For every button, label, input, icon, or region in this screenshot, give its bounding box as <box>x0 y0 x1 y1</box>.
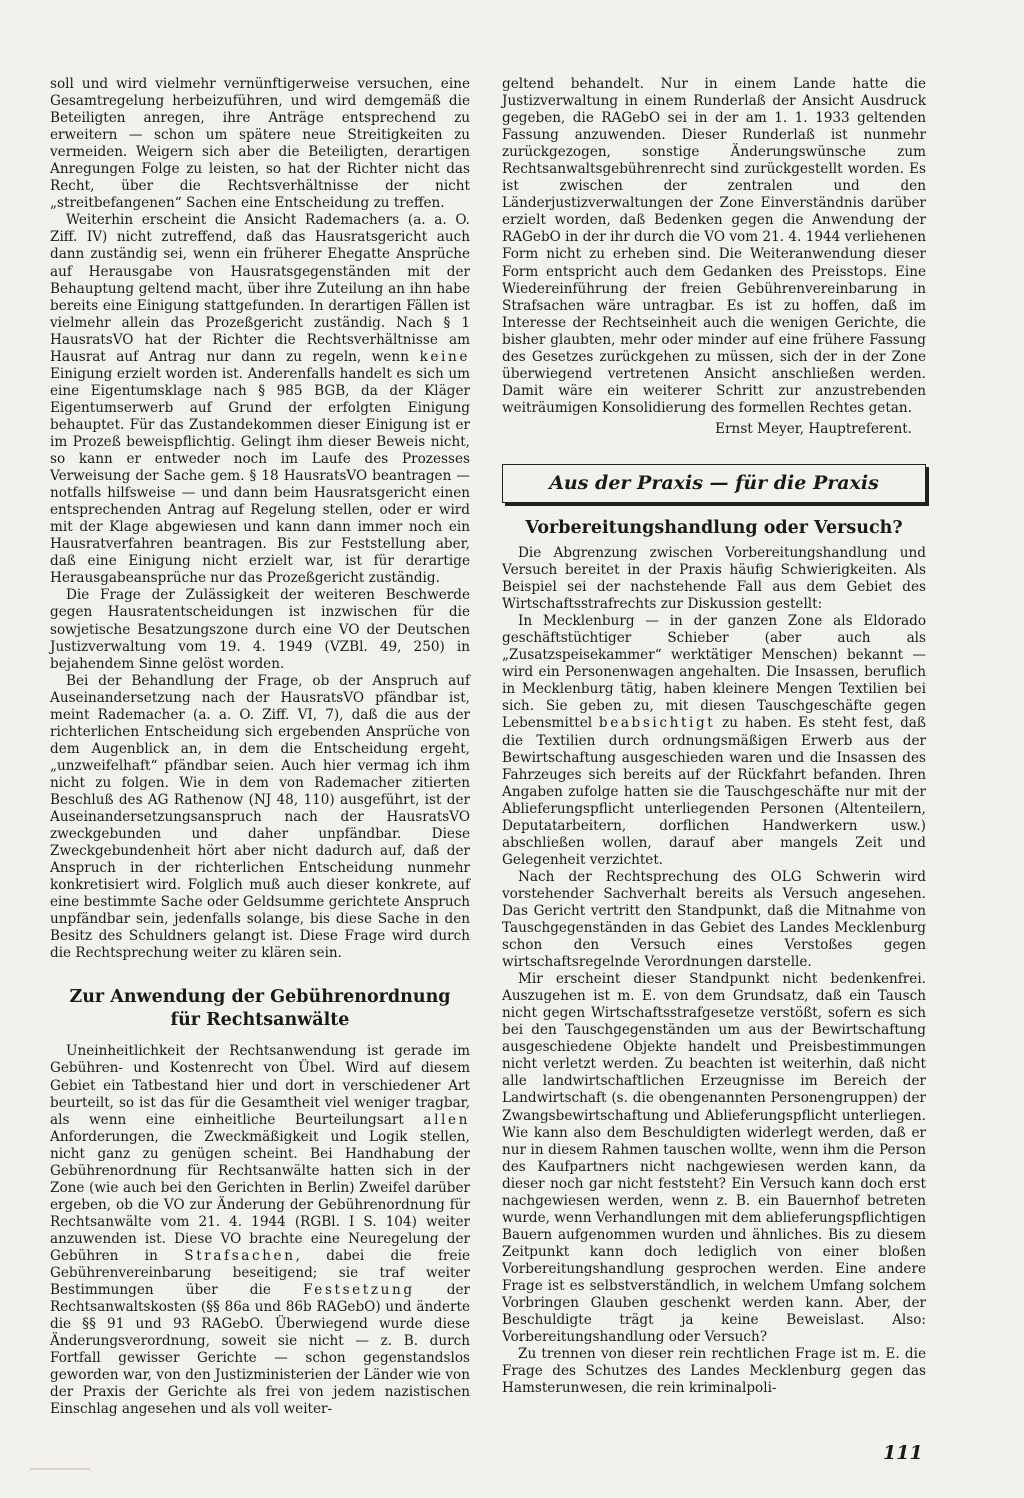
paragraph-hamsterunwesen: Zu trennen von dieser rein rechtlichen Frage ist m. E. die Frage des Schutzes des Landes Mecklenburg gegen das Hamsterunwesen, die rein kriminalpoli- <box>502 1346 926 1397</box>
section-heading-gebuehrenordnung: Zur Anwendung der Gebührenordnung für Rechtsanwälte <box>69 987 451 1031</box>
emphasis-allen: allen <box>423 1111 470 1128</box>
print-mark <box>30 1468 90 1470</box>
left-column <box>50 76 470 1418</box>
paragraph-gebuehrenrecht: Uneinheitlichkeit der Rechtsanwendung ist gerade im Gebühren- und Kostenrecht von Übel. Wird auf diesem Gebiet ein Tatbestand hier und dort in verschiedener Art beurteilt, so ist das für die Gesamtheit viel weniger tragbar, als wenn eine einheitliche Beurteilungsart allen Anforderungen, die Zweckmäßigkeit und Logik stellen, nicht ganz zu genügen scheint. Bei Handhabung der Gebührenordnung für Rechtsanwälte hatten sich in der Zone (wie auch bei den Gerichten in Berlin) Zweifel darüber ergeben, ob die VO zur Änderung der Gebührenordnung für Rechtsanwälte vom 21. 4. 1944 (RGBl. I S. 104) weiter anzuwenden ist. Diese VO brachte eine Neuregelung der Gebühren in Strafsachen, dabei die freie Gebührenvereinbarung beseitigend; sie traf weiter Bestimmungen über die Festsetzung der Rechtsanwaltskosten (§§ 86a und 86b RAGebO) und änderte die §§ 91 und 93 RAGebO. Überwiegend wurde diese Änderungsverordnung, soweit sie nicht — z. B. durch Fortfall gewisser Gerichte — schon gegenstandslos geworden war, von den Justizministerien der Länder wie von der Praxis der Gerichte als frei von jedem nazistischen Einschlag angesehen und als voll weiter- <box>50 1043 471 1418</box>
emphasis-beabsichtigt: beabsichtigt <box>598 715 716 732</box>
page-number: 111 <box>883 1442 923 1464</box>
right-column <box>502 76 926 1397</box>
paragraph-bedenken: Mir erscheint dieser Standpunkt nicht bedenkenfrei. Auszugehen ist m. E. von dem Grundsatz, daß ein Tausch nicht gegen Wirtschaftsstrafgesetze verstößt, sofern es sich bei den Tauschgegenständen um aus der Bewirtschaftung ausgeschiedene Objekte handelt und Preisbestimmungen nicht verletzt werden. Zu beachten ist weiterhin, daß nicht alle landwirtschaftlichen Erzeugnisse im Bereich der Landwirtschaft (s. die obengenannten Personengruppen) der Zwangsbewirtschaftung und Ablieferungspflicht unterliegen. Wie kann also dem Beschuldigten widerlegt werden, daß er nur in diesem Rahmen tauschen wollte, wenn ihm die Person des Kaufpartners nicht nachgewiesen werden kann, da dieser noch gar nicht feststeht? Ein Versuch kann doch erst nachgewiesen werden, wenn z. B. ein Bauernhof betreten wurde, wenn Verhandlungen mit dem ablieferungspflichtigen Bauern aufgenommen wurden und ähnliches. Bis zu diesem Zeitpunkt kann doch lediglich von einer bloßen Vorbereitungshandlung gesprochen werden. Eine andere Frage ist es selbstverständlich, in welchem Umfang solchem Vorbringen Glauben geschenkt werden kann. Aber, der Beschuldigte trägt ja keine Beweislast. Also: Vorbereitungshandlung oder Versuch? <box>502 971 926 1346</box>
paragraph-rademacher-zustaendigkeit: Weiterhin erscheint die Ansicht Rademachers (a. a. O. Ziff. IV) nicht zutreffend, daß das Hausratsgericht auch dann zuständig sei, wenn ein früherer Ehegatte Ansprüche auf Herausgabe von Hausratsgegenständen mit der Behauptung geltend macht, über ihre Zuteilung an ihn habe bereits eine Einigung stattgefunden. In derartigen Fällen ist vielmehr allein das Prozeßgericht zuständig. Nach § 1 HausratsVO hat der Richter die Rechtsverhältnisse am Hausrat auf Antrag nur dann zu regeln, wenn keine Einigung erzielt worden ist. Anderenfalls handelt es sich um eine Eigentumsklage nach § 985 BGB, da der Kläger Eigentumserwerb auf Grund der erfolgten Einigung behauptet. Für das Zustandekommen dieser Einigung ist er im Prozeß beweispflichtig. Gelingt ihm dieser Beweis nicht, so kann er entweder noch im Laufe des Prozesses Verweisung der Sache gem. § 18 HausratsVO beantragen — notfalls hilfsweise — und dann beim Hausratsgericht einen entsprechenden Antrag auf Regelung stellen, oder er wird mit der Klage abgewiesen und kann dann immer noch ein Hausratverfahren beantragen. Bis zur Feststellung aber, daß eine Einigung nicht erzielt war, ist für derartige Herausgabeansprüche nur das Prozeßgericht zuständig. <box>50 212 470 587</box>
paragraph-pfaendbarkeit: Bei der Behandlung der Frage, ob der Anspruch auf Auseinandersetzung nach der HausratsVO pfändbar ist, meint Rademacher (a. a. O. Ziff. VI, 7), daß die aus der richterlichen Entscheidung sich ergebenden Ansprüche von dem Augenblick an, in dem die Entscheidung ergeht, „unzweifelhaft“ pfändbar seien. Auch hier vermag ich ihm nicht zu folgen. Wie in dem von Rademacher zitierten Beschluß des AG Rathenow (NJ 48, 110) ausgeführt, ist der Auseinandersetzungsanspruch nach der HausratsVO zweckgebunden und daher unpfändbar. Diese Zweckgebundenheit hört aber nicht dadurch auf, daß der Anspruch in der richterlichen Entscheidung nunmehr konkretisiert wird. Folglich muß auch dieser konkrete, auf eine bestimmte Sache oder Geldsumme gerichtete Anspruch unpfändbar sein, jedenfalls solange, bis diese Sache in den Besitz des Schuldners gelangt ist. Diese Frage wird durch die Rechtsprechung weiter zu klären sein. <box>50 672 470 962</box>
section-heading-versuch: Vorbereitungshandlung oder Versuch? <box>525 517 903 538</box>
paragraph-weitere-beschwerde: Die Frage der Zulässigkeit der weiteren Beschwerde gegen Hausratentscheidungen ist inzwischen für die sowjetische Besatzungszone durch eine VO der Deutschen Justizverwaltung vom 19. 4. 1949 (VZBl. 49, 250) in bejahendem Sinne gelöst worden. <box>50 587 470 672</box>
emphasis-strafsachen: Strafsachen <box>184 1248 296 1264</box>
emphasis-keine: keine <box>419 348 470 365</box>
paragraph-abgrenzung: Die Abgrenzung zwischen Vorbereitungshandlung und Versuch bereitet in der Praxis häufig Schwierigkeiten. Als Beispiel sei der nachstehende Fall aus dem Gebiet des Wirtschaftsstrafrechts zur Diskussion gestellt: <box>502 544 926 613</box>
emphasis-festsetzung: Festsetzung <box>303 1282 415 1299</box>
paragraph-olg-schwerin: Nach der Rechtsprechung des OLG Schwerin wird vorstehender Sachverhalt bereits als Versuch angesehen. Das Gericht vertritt den Standpunkt, daß die Mitnahme von Tauschgegenständen in das Gebiet des Landes Mecklenburg schon den Versuch eines Verstoßes gegen wirtschaftsregelnde Verordnungen darstelle. <box>502 868 926 971</box>
paragraph-continuation: soll und wird vielmehr vernünftigerweise versuchen, eine Gesamtregelung herbeizuführen, und wird demgemäß die Beteiligten anregen, ihre Anträge entsprechend zu erweitern — schon um spätere neue Streitigkeiten zu vermeiden. Weigern sich aber die Beteiligten, derartigen Anregungen Folge zu leisten, so hat der Richter nicht das Recht, über die Rechtsverhältnisse der nicht „streitbefangenen“ Sachen eine Entscheidung zu treffen. <box>50 76 470 212</box>
paragraph-mecklenburg-fall: In Mecklenburg — in der ganzen Zone als Eldorado geschäftstüchtiger Schieber (aber auch als „Zusatzspeisekammer“ werktätiger Menschen) bekannt — wird ein Personenwagen angehalten. Die Insassen, beruflich in Mecklenburg tätig, haben kleinere Mengen Textilien bei sich. Sie geben zu, mit diesen Tauschgeschäfte gegen Lebensmittel beabsichtigt zu haben. Es steht fest, daß die Textilien durch ordnungsmäßigen Erwerb aus der Bewirtschaftung ausgeschieden waren und die Insassen des Fahrzeuges sich bereits auf der Rückfahrt befanden. Ihren Angaben zufolge hatten sie die Tauschgeschäfte nur mit der Ablieferungspflicht unterliegenden Personen (Altenteilern, Deputatarbeitern, dorflichen Handwerkern usw.) abschließen wollen, darauf aber mangels Zeit und Gelegenheit verzichtet. <box>502 613 926 868</box>
paragraph-continuation-right: geltend behandelt. Nur in einem Lande hatte die Justizverwaltung in einem Runderlaß der Ansicht Ausdruck gegeben, die RAGebO sei in der am 1. 1. 1933 geltenden Fassung anzuwenden. Dieser Runderlaß ist nunmehr zurückgezogen, sonstige Änderungswünsche zum Rechtsanwaltsgebührenrecht sind zurückgestellt worden. Es ist zwischen der zentralen und den Länderjustizverwaltungen der Zone Einverständnis darüber erzielt worden, daß Bedenken gegen die Anwendung der RAGebO in der ihr durch die VO vom 21. 4. 1944 verliehenen Form nicht zu erheben sind. Die Weiteranwendung dieser Form entspricht auch dem Gedanken des Preisstops. Eine Wiedereinführung der freien Gebührenvereinbarung in Strafsachen wäre untragbar. Es ist zu hoffen, daß im Interesse der Rechtseinheit auch die wenigen Gerichte, die bisher glaubten, mehr oder minder auf eine frühere Fassung des Gesetzes zurückgehen zu müssen, sich der in der Zone überwiegend vertretenen Ansicht anschließen werden. Damit wäre ein weiterer Schritt zur anzustrebenden weiträumigen Konsolidierung des formellen Rechtes getan. <box>502 76 926 416</box>
author-signature: Ernst Meyer, Hauptreferent. <box>715 420 912 437</box>
rubric-box-praxis: Aus der Praxis — für die Praxis <box>502 464 926 503</box>
